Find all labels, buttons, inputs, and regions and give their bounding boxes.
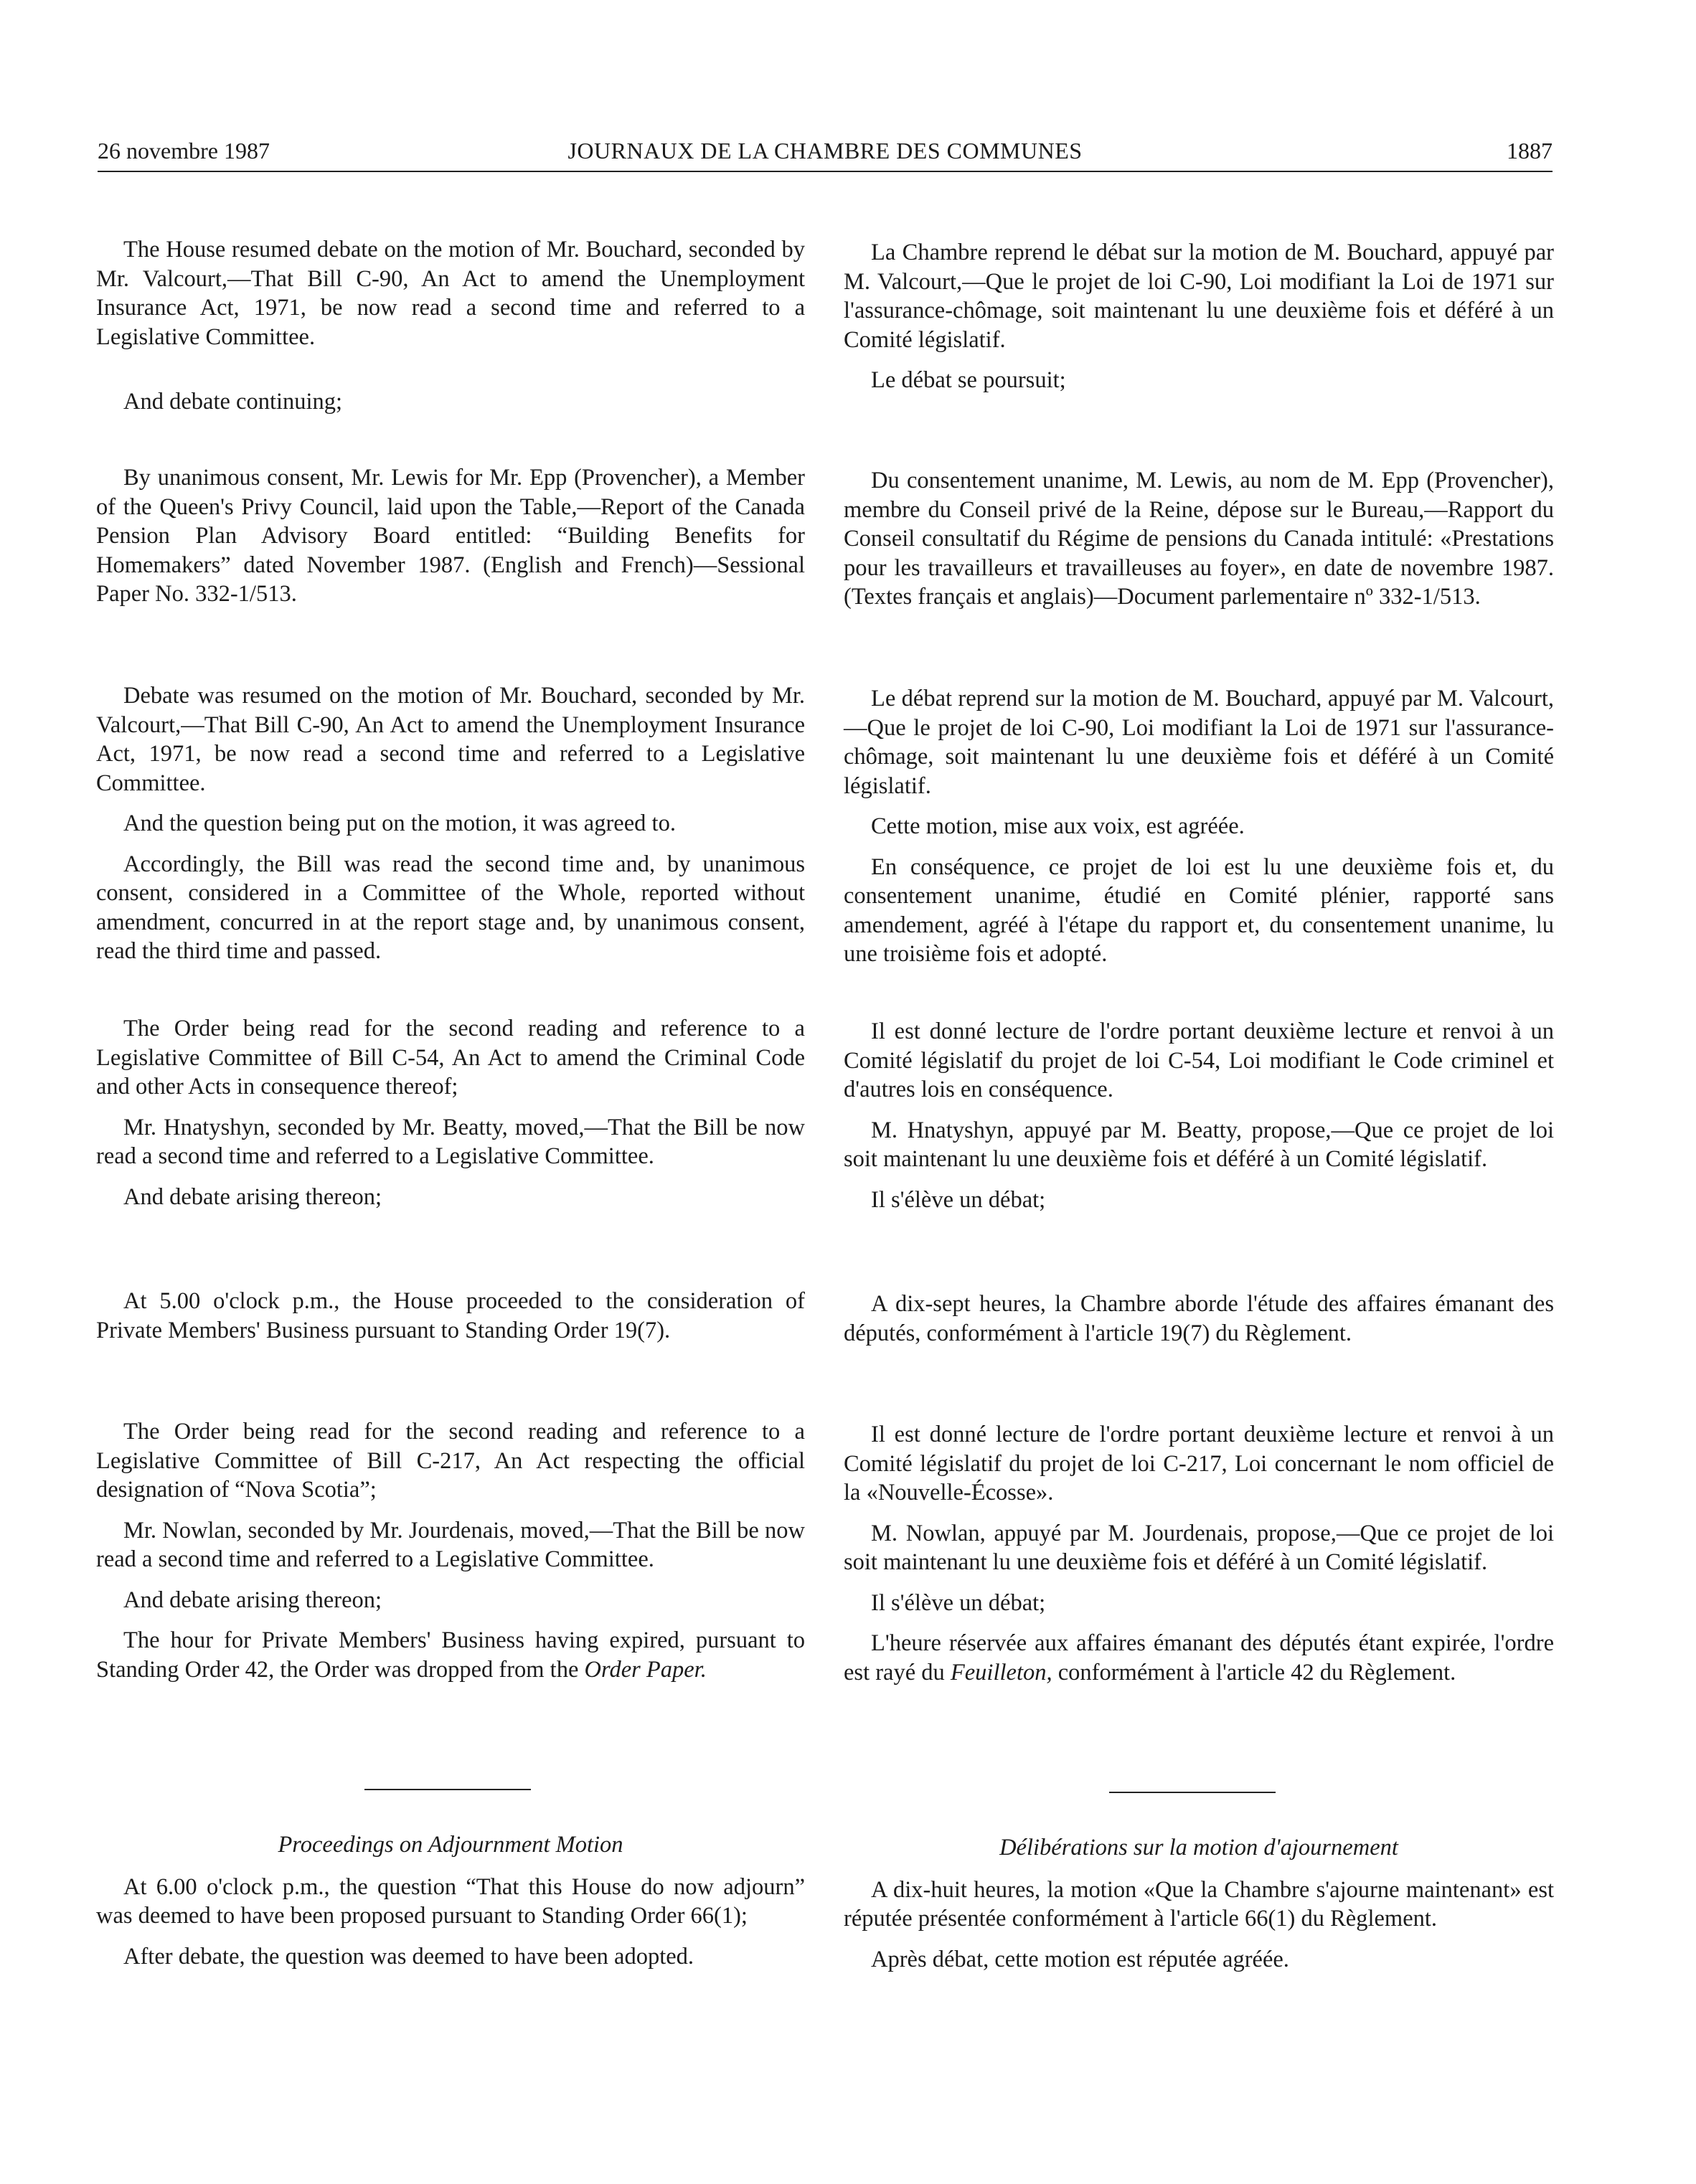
en-paragraph: By unanimous consent, Mr. Lewis for Mr. Epp (Provencher), a Member of the Queen's Privy Council, laid upon the Table,—Report of the Canada Pension Plan Advisory Board entitled: “Building Benefits for Homemakers” dated November 1987. (English and French)—Sessional Paper No. 332-1/513.: [96, 465, 805, 607]
en-paragraph: The Order being read for the second reading and reference to a Legislative Committee of Bill C-54, An Act to amend the Criminal Code and other Acts in consequence thereof;: [96, 1016, 805, 1100]
section-divider: [1109, 1792, 1276, 1793]
fr-paragraph: La Chambre reprend le débat sur la motion de M. Bouchard, appuyé par M. Valcourt,—Que le projet de loi C-90, Loi modifiant la Loi de 1971 sur l'assurance-chômage, soit maintenant lu une deuxième fois et déféré à un Comité législatif.: [844, 240, 1554, 353]
fr-paragraph: M. Nowlan, appuyé par M. Jourdenais, propose,—Que ce projet de loi soit maintenant lu une deuxième fois et déféré à un Comité législatif.: [844, 1520, 1554, 1575]
fr-block-adjournment: [844, 1833, 1554, 1974]
fr-block-private-members: [844, 1290, 1554, 1348]
en-paragraph: The Order being read for the second reading and reference to a Legislative Committee of Bill C-217, An Act respecting the official designation of “Nova Scotia”;: [96, 1419, 805, 1503]
en-block-private-members: [96, 1287, 805, 1345]
fr-paragraph: Il est donné lecture de l'ordre portant deuxième lecture et renvoi à un Comité législatif du projet de loi C-217, Loi concernant le nom officiel de la «Nouvelle-Écosse».: [844, 1422, 1554, 1505]
en-paragraph: Mr. Hnatyshyn, seconded by Mr. Beatty, moved,—That the Bill be now read a second time and referred to a Legislative Committee.: [96, 1114, 805, 1169]
en-block-adjournment: [96, 1830, 805, 1971]
fr-paragraph: M. Hnatyshyn, appuyé par M. Beatty, propose,—Que ce projet de loi soit maintenant lu une deuxième fois et déféré à un Comité législatif.: [844, 1117, 1554, 1172]
en-paragraph: Debate was resumed on the motion of Mr. Bouchard, seconded by Mr. Valcourt,—That Bill C-90, An Act to amend the Unemployment Insurance Act, 1971, be now read a second time and referred to a Legislative Committee.: [96, 683, 805, 796]
fr-block-bill-c217: [844, 1420, 1554, 1687]
fr-paragraph: Du consentement unanime, M. Lewis, au nom de M. Epp (Provencher), membre du Conseil privé de la Reine, dépose sur le Bureau,—Rapport du Conseil consultatif du Régime de pensions du Canada intitulé: «Prestations pour les travailleurs et travailleuses au foyer», en date de novembre 1987. (Textes français et anglais)—Document parlementaire nº 332-1/513.: [844, 468, 1554, 610]
fr-paragraph: Le débat reprend sur la motion de M. Bouchard, appuyé par M. Valcourt,—Que le projet de loi C-90, Loi modifiant la Loi de 1971 sur l'assurance-chômage, soit maintenant lu une deuxième fois et déféré à un Comité législatif.: [844, 686, 1554, 799]
section-divider: [364, 1789, 531, 1790]
en-paragraph: Mr. Nowlan, seconded by Mr. Jourdenais, moved,—That the Bill be now read a second time and referred to a Legislative Committee.: [96, 1517, 805, 1572]
fr-block-tabled-report: [844, 466, 1554, 612]
fr-paragraph: Il s'élève un débat;: [871, 1186, 1046, 1213]
fr-block-bill-c90: [844, 684, 1554, 969]
fr-paragraph: En conséquence, ce projet de loi est lu une deuxième fois et, du consentement unanime, étudié en Comité plénier, rapporté sans amendement, agréé à l'étape du rapport et, du consentement unanime, lu une troisième fois et adopté.: [844, 854, 1554, 967]
fr-paragraph: A dix-huit heures, la motion «Que la Chambre s'ajourne maintenant» est réputée présentée conformément à l'article 66(1) du Règlement.: [844, 1876, 1554, 1932]
fr-paragraph: Cette motion, mise aux voix, est agréée.: [871, 813, 1245, 839]
en-paragraph: The House resumed debate on the motion of Mr. Bouchard, seconded by Mr. Valcourt,—That Bill C-90, An Act to amend the Unemployment Insurance Act, 1971, be now read a second time and referred to a Legislative Committee.: [96, 237, 805, 350]
fr-block-bill-c54: [844, 1017, 1554, 1214]
fr-paragraph: Il s'élève un débat;: [871, 1589, 1046, 1616]
header-title: JOURNAUX DE LA CHAMBRE DES COMMUNES: [567, 138, 1083, 164]
en-paragraph: And the question being put on the motion, it was agreed to.: [123, 810, 676, 836]
fr-section-heading: Délibérations sur la motion d'ajournement: [999, 1835, 1398, 1861]
en-paragraph: And debate arising thereon;: [123, 1587, 382, 1613]
en-block-tabled-report: [96, 463, 805, 609]
en-paragraph: At 5.00 o'clock p.m., the House proceeded to the consideration of Private Members' Business pursuant to Standing Order 19(7).: [96, 1288, 805, 1343]
fr-paragraph: Après débat, cette motion est réputée agréée.: [871, 1946, 1289, 1972]
en-paragraph: And debate arising thereon;: [123, 1183, 382, 1210]
en-paragraph: At 6.00 o'clock p.m., the question “That this House do now adjourn” was deemed to have been proposed pursuant to Standing Order 66(1);: [96, 1873, 805, 1929]
en-block-bill-c217: [96, 1417, 805, 1684]
en-paragraph: And debate continuing;: [123, 389, 343, 415]
fr-paragraph: Il est donné lecture de l'ordre portant deuxième lecture et renvoi à un Comité législatif du projet de loi C-54, Loi modifiant le Code criminel et d'autres lois en conséquence.: [844, 1018, 1554, 1102]
en-block-resumed-debate: [96, 235, 805, 417]
en-block-bill-c54: [96, 1014, 805, 1211]
fr-paragraph: Le débat se poursuit;: [871, 367, 1066, 393]
en-paragraph: After debate, the question was deemed to have been adopted.: [123, 1943, 694, 1970]
en-paragraph: Accordingly, the Bill was read the second time and, by unanimous consent, considered in a Committee of the Whole, reported without amendment, concurred in at the report stage and, by unanimous consent, read the third time and passed.: [96, 851, 805, 964]
page-number: 1887: [1507, 138, 1553, 164]
en-paragraph: The hour for Private Members' Business having expired, pursuant to Standing Order 42, the Order was dropped from the Order Paper.: [96, 1627, 805, 1683]
fr-block-resumed-debate: [844, 238, 1554, 395]
en-section-heading: Proceedings on Adjournment Motion: [278, 1832, 623, 1858]
en-block-bill-c90: [96, 681, 805, 966]
page-header: [98, 133, 1553, 172]
fr-paragraph: L'heure réservée aux affaires émanant des députés étant expirée, l'ordre est rayé du Feuilleton, conformément à l'article 42 du Règlement.: [844, 1630, 1554, 1686]
header-date: 26 novembre 1987: [98, 138, 270, 164]
fr-paragraph: A dix-sept heures, la Chambre aborde l'étude des affaires émanant des députés, conformément à l'article 19(7) du Règlement.: [844, 1291, 1554, 1346]
